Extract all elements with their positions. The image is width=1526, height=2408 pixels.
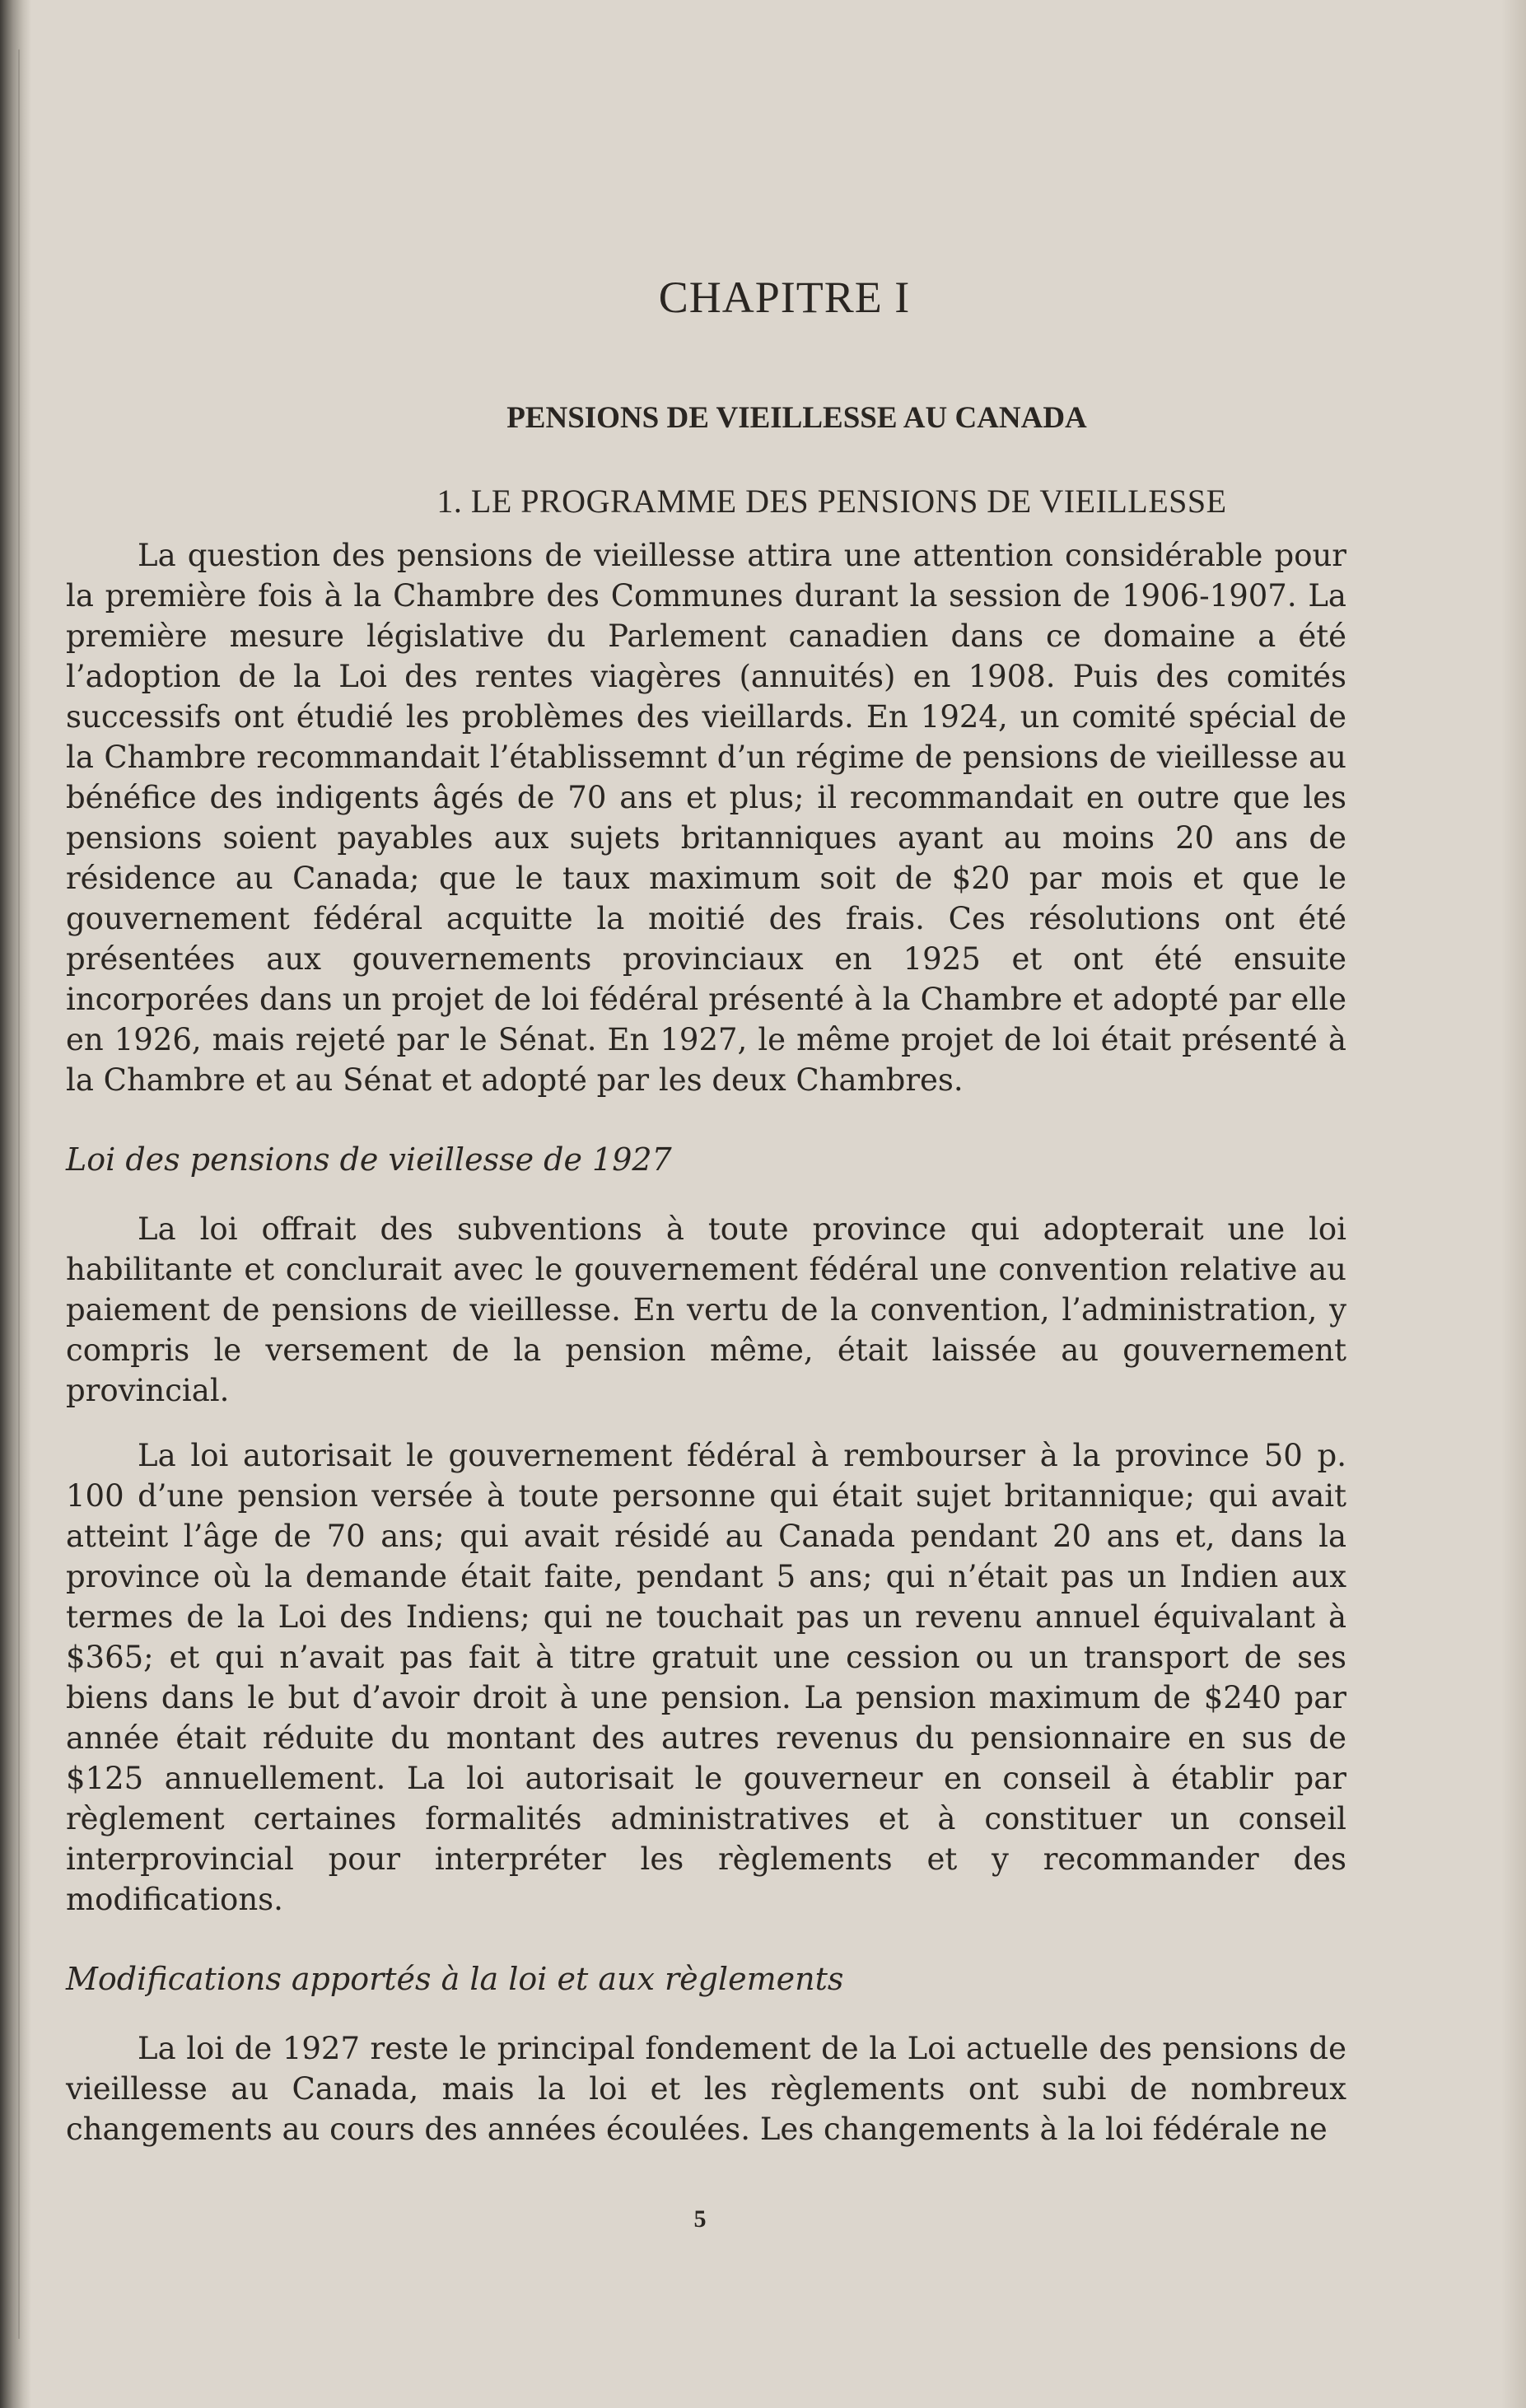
page-right-edge bbox=[1501, 0, 1526, 2408]
paragraph-eligibility: La loi autorisait le gouvernement fédéral à rembourser à la province 50 p. 100 d’une pension versée à toute personne qui était sujet britannique; qui avait atteint l’âge de 70 ans; qui avait résidé au Canada pendant 20 ans et, dans la province où la demande était faite, pendant 5 ans; qui n’était pas un Indien aux termes de la Loi des Indiens; qui ne touchait pas un revenu annuel équivalant à $365; et qui n’avait pas fait à titre gratuit une cession ou un transport de ses biens dans le but d’avoir droit à une pension. La pension maximum de $240 par année était réduite du montant des autres revenus du pensionnaire en sus de $125 annuellement. La loi autorisait le gouverneur en conseil à établir par règlement certaines formalités administratives et à constituer un conseil interprovincial pour interpréter les règlements et y recommander des modifications. bbox=[66, 1438, 1346, 1917]
document-page bbox=[66, 272, 1346, 2149]
paragraph-history: La question des pensions de vieillesse attira une attention considérable pour la première fois à la Chambre des Communes durant la session de 1906-1907. La première mesure législative du Parlement canadien dans ce domaine a été l’adoption de la Loi des rentes viagères (annuités) en 1908. Puis des comités successifs ont étudié les problèmes des vieillards. En 1924, un comité spécial de la Chambre recommandait l’établissemnt d’un régime de pensions de vieillesse au bénéfice des indigents âgés de 70 ans et plus; il recommandait en outre que les pensions soient payables aux sujets britanniques ayant au moins 20 ans de résidence au Canada; que le taux maximum soit de $20 par mois et que le gouvernement fédéral acquitte la moitié des frais. Ces résolutions ont été présentées aux gouvernements provinciaux en 1925 et ont été ensuite incorporées dans un projet de loi fédéral présenté à la Chambre et adopté par elle en 1926, mais rejeté par le Sénat. En 1927, le même projet de loi était présenté à la Chambre et au Sénat et adopté par les deux Chambres. bbox=[66, 538, 1346, 1098]
paragraph-subsidies: La loi offrait des subventions à toute province qui adopterait une loi habilitante et conclurait avec le gouvernement fédéral une convention relative au paiement de pensions de vieillesse. En vertu de la convention, l’administration, y compris le versement de la pension même, était laissée au gouvernement provincial. bbox=[66, 1211, 1346, 1408]
book-binding-edge bbox=[0, 0, 31, 2408]
binding-shadow-line bbox=[18, 49, 20, 2339]
heading-amendments: Modifications apportés à la loi et aux règlements bbox=[66, 1961, 844, 1997]
paragraph-amendments: La loi de 1927 reste le principal fondement de la Loi actuelle des pensions de vieillesse au Canada, mais la loi et les règlements ont subi de nombreux changements au cours des années écoulées. Les changements à la loi fédérale ne bbox=[66, 2031, 1346, 2147]
heading-act-1927: Loi des pensions de vieillesse de 1927 bbox=[66, 1141, 672, 1178]
page-number: 5 bbox=[693, 2205, 707, 2233]
subsection-title: 1. LE PROGRAMME DES PENSIONS DE VIEILLESSE bbox=[436, 483, 1227, 520]
chapter-title: CHAPITRE I bbox=[658, 273, 911, 322]
section-title: PENSIONS DE VIEILLESSE AU CANADA bbox=[506, 401, 1087, 435]
